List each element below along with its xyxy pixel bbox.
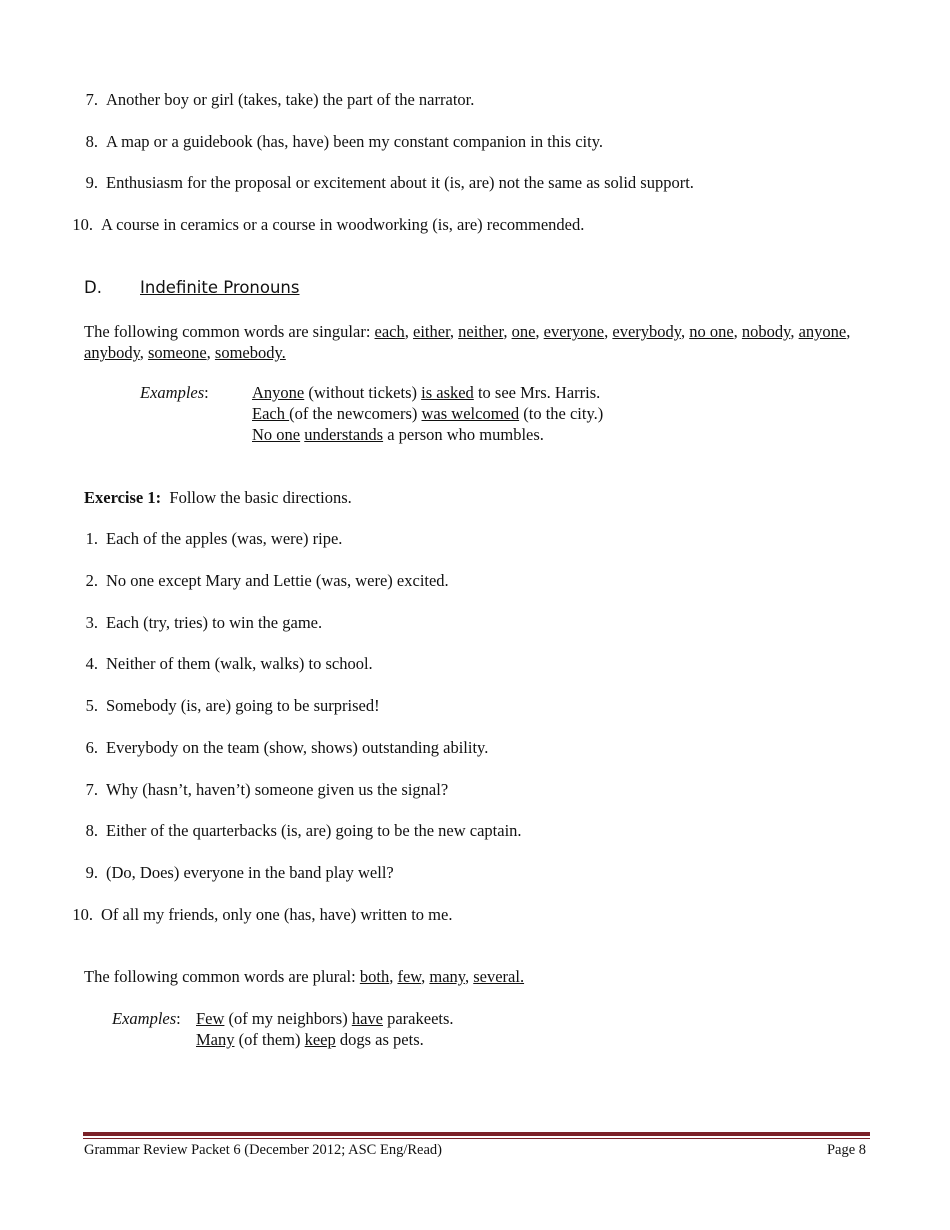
example-line: Anyone (without tickets) is asked to see Mrs. Harris. bbox=[252, 383, 601, 402]
item-number: 9. bbox=[85, 863, 98, 882]
singular-intro: The following common words are singular: bbox=[84, 322, 375, 341]
plural-words-paragraph: The following common words are plural: both, few, many, several. bbox=[84, 967, 525, 986]
footer-left: Grammar Review Packet 6 (December 2012; ASC Eng/Read) bbox=[84, 1142, 442, 1158]
pronoun-word: either bbox=[413, 322, 450, 341]
example-line: No one understands a person who mumbles. bbox=[252, 425, 544, 444]
item-text: No one except Mary and Lettie (was, were) excited. bbox=[106, 571, 449, 590]
item-text: Somebody (is, are) going to be surprised! bbox=[106, 696, 380, 715]
example-line: Many (of them) keep dogs as pets. bbox=[196, 1030, 424, 1049]
example-line: Each (of the newcomers) was welcomed (to the city.) bbox=[252, 404, 604, 423]
pronoun-word: somebody. bbox=[214, 343, 286, 362]
pronoun-word: everybody bbox=[612, 322, 681, 341]
section-title: Indefinite Pronouns bbox=[140, 278, 300, 297]
pronoun-word: someone bbox=[148, 343, 207, 362]
pronoun-word: many bbox=[429, 967, 465, 986]
item-number: 3. bbox=[85, 613, 98, 632]
item-text: Each of the apples (was, were) ripe. bbox=[106, 529, 343, 548]
exercise-label: Exercise 1: bbox=[84, 488, 162, 507]
item-number: 4. bbox=[85, 654, 98, 673]
pronoun-word: several. bbox=[473, 967, 525, 986]
item-number: 10. bbox=[72, 905, 93, 924]
item-number: 8. bbox=[85, 821, 98, 840]
plural-intro: The following common words are plural: bbox=[84, 967, 360, 986]
exercise-instruction: Follow the basic directions. bbox=[169, 488, 352, 507]
pronoun-word: anyone bbox=[798, 322, 847, 341]
examples-label: Examples: bbox=[112, 1009, 181, 1028]
item-text: A course in ceramics or a course in woodworking (is, are) recommended. bbox=[101, 215, 585, 234]
item-number: 5. bbox=[85, 696, 98, 715]
page-number: Page 8 bbox=[826, 1142, 866, 1158]
pronoun-word: everyone bbox=[543, 322, 605, 341]
examples-label: Examples: bbox=[140, 383, 209, 402]
item-text: Another boy or girl (takes, take) the part of the narrator. bbox=[106, 90, 475, 109]
item-number: 6. bbox=[85, 738, 98, 757]
item-text: Why (hasn’t, haven’t) someone given us the signal? bbox=[106, 780, 449, 799]
pronoun-word: no one bbox=[689, 322, 734, 341]
example-line: Few (of my neighbors) have parakeets. bbox=[196, 1009, 454, 1028]
item-text: Of all my friends, only one (has, have) written to me. bbox=[101, 905, 453, 924]
item-number: 10. bbox=[72, 215, 93, 234]
exercise-header bbox=[84, 488, 352, 508]
item-text: (Do, Does) everyone in the band play well? bbox=[106, 863, 394, 882]
item-text: Each (try, tries) to win the game. bbox=[106, 613, 323, 632]
pronoun-word: nobody bbox=[741, 322, 791, 341]
item-text: Either of the quarterbacks (is, are) going to be the new captain. bbox=[106, 821, 522, 840]
pronoun-word: neither bbox=[458, 322, 504, 341]
item-number: 8. bbox=[85, 132, 98, 151]
pronoun-word: one bbox=[511, 322, 536, 341]
item-number: 9. bbox=[85, 173, 98, 192]
singular-words-paragraph: The following common words are singular: each, either, neither, one, everyone, everybody, no one, nobody, anyone, anybody, someone, somebody. bbox=[84, 322, 851, 362]
item-number: 2. bbox=[85, 571, 98, 590]
pronoun-word: each bbox=[374, 322, 405, 341]
pronoun-word: both bbox=[359, 967, 390, 986]
pronoun-word: anybody bbox=[84, 343, 140, 362]
pronoun-word: few bbox=[397, 967, 422, 986]
footer-rule-thick bbox=[83, 1132, 870, 1136]
section-letter: D. bbox=[84, 278, 102, 297]
item-text: Enthusiasm for the proposal or excitement about it (is, are) not the same as solid support. bbox=[106, 173, 694, 192]
item-text: Neither of them (walk, walks) to school. bbox=[106, 654, 373, 673]
item-text: Everybody on the team (show, shows) outstanding ability. bbox=[106, 738, 489, 757]
footer-rule-thin bbox=[83, 1138, 870, 1139]
item-number: 7. bbox=[85, 90, 98, 109]
item-text: A map or a guidebook (has, have) been my constant companion in this city. bbox=[106, 132, 604, 151]
item-number: 7. bbox=[85, 780, 98, 799]
item-number: 1. bbox=[85, 529, 98, 548]
